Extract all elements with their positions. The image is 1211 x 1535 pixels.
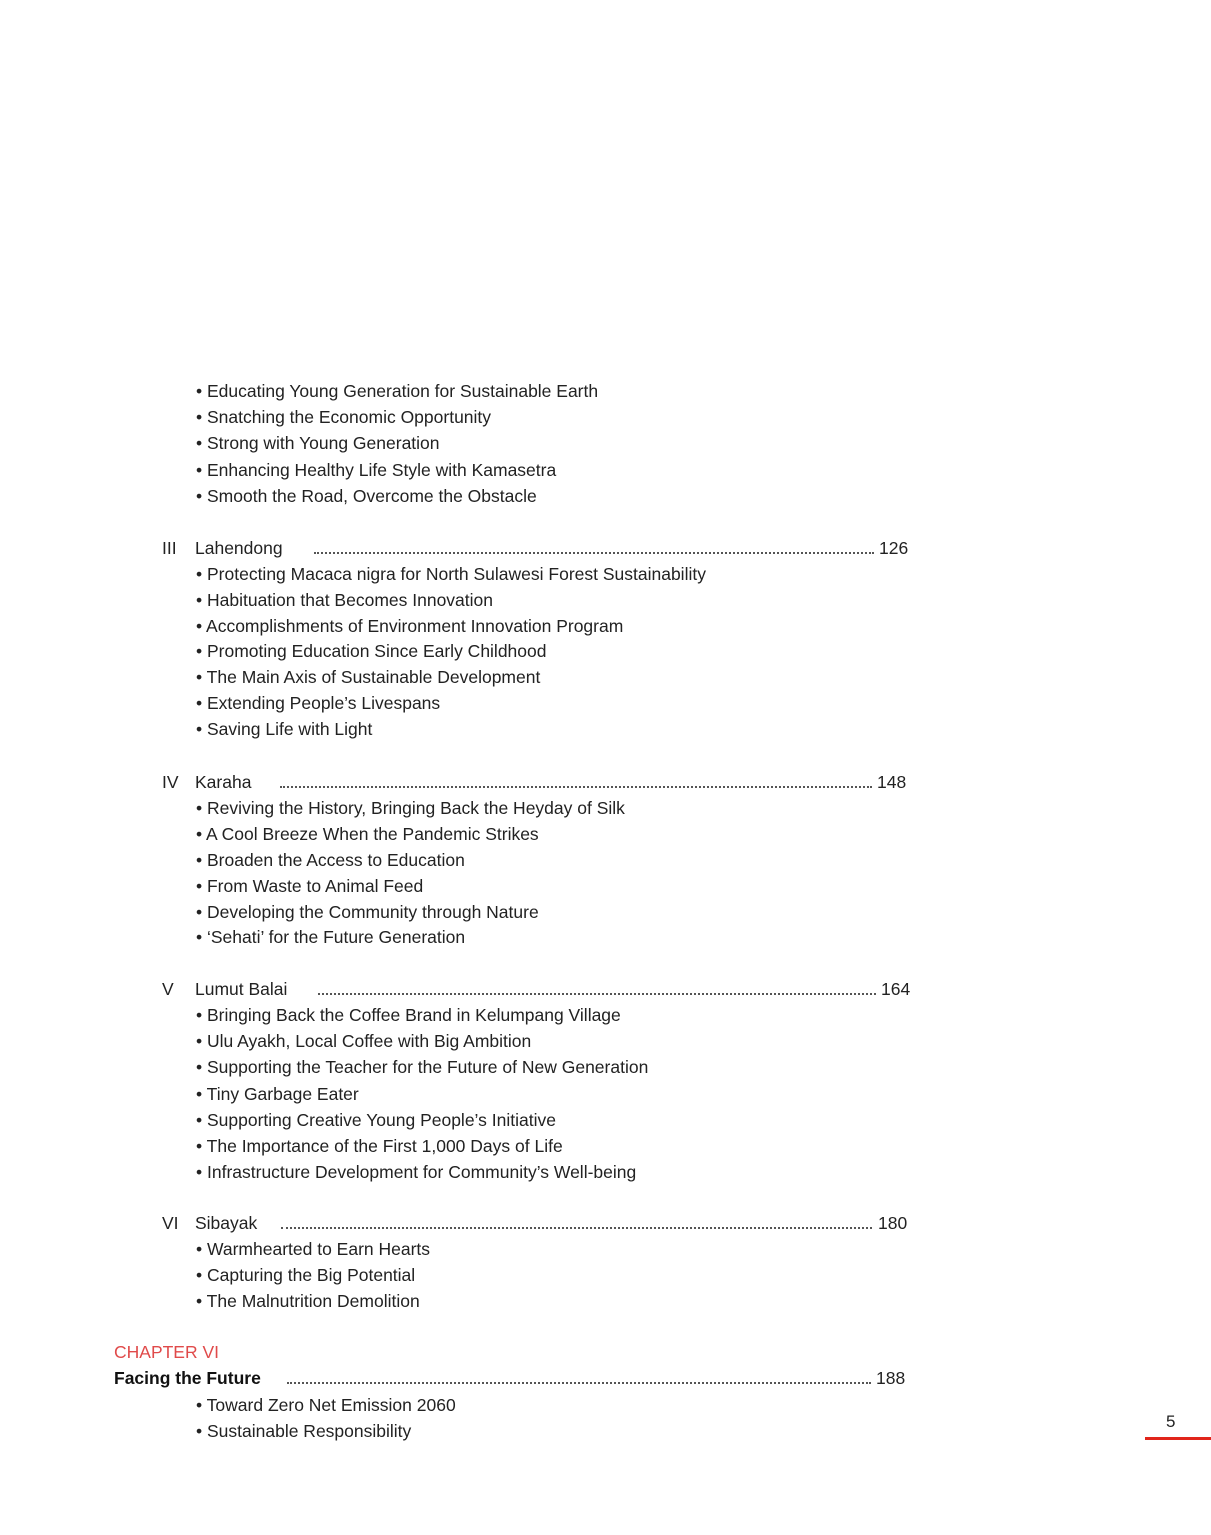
section-page-number: 126 [879,538,909,558]
toc-subitem: • From Waste to Animal Feed [196,876,424,896]
toc-entry-lahendong [162,537,912,559]
toc-entry-chapter [114,1367,914,1389]
section-title: Lahendong [195,538,283,558]
toc-subitem: • Capturing the Big Potential [196,1265,416,1285]
toc-subitem: • Promoting Education Since Early Childhood [196,641,547,661]
page-number-underline [1145,1437,1211,1440]
section-page-number: 164 [881,979,911,999]
toc-subitem: • A Cool Breeze When the Pandemic Strikes [196,824,539,844]
toc-subitem: • ‘Sehati’ for the Future Generation [196,927,466,947]
toc-subitem: • Smooth the Road, Overcome the Obstacle [196,486,537,506]
section-title: Sibayak [195,1213,258,1233]
toc-subitem: • Infrastructure Development for Community’s Well-being [196,1162,637,1182]
toc-subitem: • Tiny Garbage Eater [196,1084,359,1104]
toc-subitem: • Accomplishments of Environment Innovation Program [196,616,624,636]
chapter-title: Facing the Future [114,1368,261,1388]
section-numeral: III [162,538,177,558]
toc-subitem: • Developing the Community through Nature [196,902,539,922]
section-numeral: IV [162,772,179,792]
chapter-page-number: 188 [876,1368,906,1388]
toc-subitem: • Strong with Young Generation [196,433,440,453]
toc-subitem: • The Malnutrition Demolition [196,1291,420,1311]
toc-subitem: • Habituation that Becomes Innovation [196,590,494,610]
page-number: 5 [1166,1412,1176,1431]
toc-subitem: • Broaden the Access to Education [196,850,465,870]
toc-entry-karaha [162,771,912,793]
toc-subitem: • Extending People’s Livespans [196,693,441,713]
section-title: Karaha [195,772,252,792]
section-numeral: VI [162,1213,179,1233]
toc-subitem: • Saving Life with Light [196,719,373,739]
toc-subitem: • Supporting Creative Young People’s Initiative [196,1110,556,1130]
section-numeral: V [162,979,174,999]
toc-subitem: • Enhancing Healthy Life Style with Kamasetra [196,460,557,480]
dot-leader [281,1227,872,1229]
toc-subitem: • Sustainable Responsibility [196,1421,412,1441]
toc-subitem: • Protecting Macaca nigra for North Sulawesi Forest Sustainability [196,564,706,584]
toc-entry-sibayak [162,1212,912,1234]
section-page-number: 180 [878,1213,908,1233]
section-page-number: 148 [877,772,907,792]
toc-subitem: • Reviving the History, Bringing Back the Heyday of Silk [196,798,625,818]
toc-subitem: • Bringing Back the Coffee Brand in Kelumpang Village [196,1005,621,1025]
section-title: Lumut Balai [195,979,288,999]
toc-subitem: • Warmhearted to Earn Hearts [196,1239,431,1259]
toc-subitem: • Supporting the Teacher for the Future of New Generation [196,1057,649,1077]
dot-leader [314,552,874,554]
chapter-label: CHAPTER VI [114,1342,220,1362]
dot-leader [318,993,876,995]
toc-entry-lumut-balai [162,978,912,1000]
toc-subitem: • Snatching the Economic Opportunity [196,407,492,427]
dot-leader [280,786,872,788]
toc-subitem: • The Main Axis of Sustainable Development [196,667,541,687]
toc-subitem: • Ulu Ayakh, Local Coffee with Big Ambition [196,1031,532,1051]
toc-subitem: • The Importance of the First 1,000 Days of Life [196,1136,563,1156]
toc-subitem: • Toward Zero Net Emission 2060 [196,1395,456,1415]
dot-leader [287,1382,871,1384]
toc-subitem: • Educating Young Generation for Sustainable Earth [196,381,599,401]
